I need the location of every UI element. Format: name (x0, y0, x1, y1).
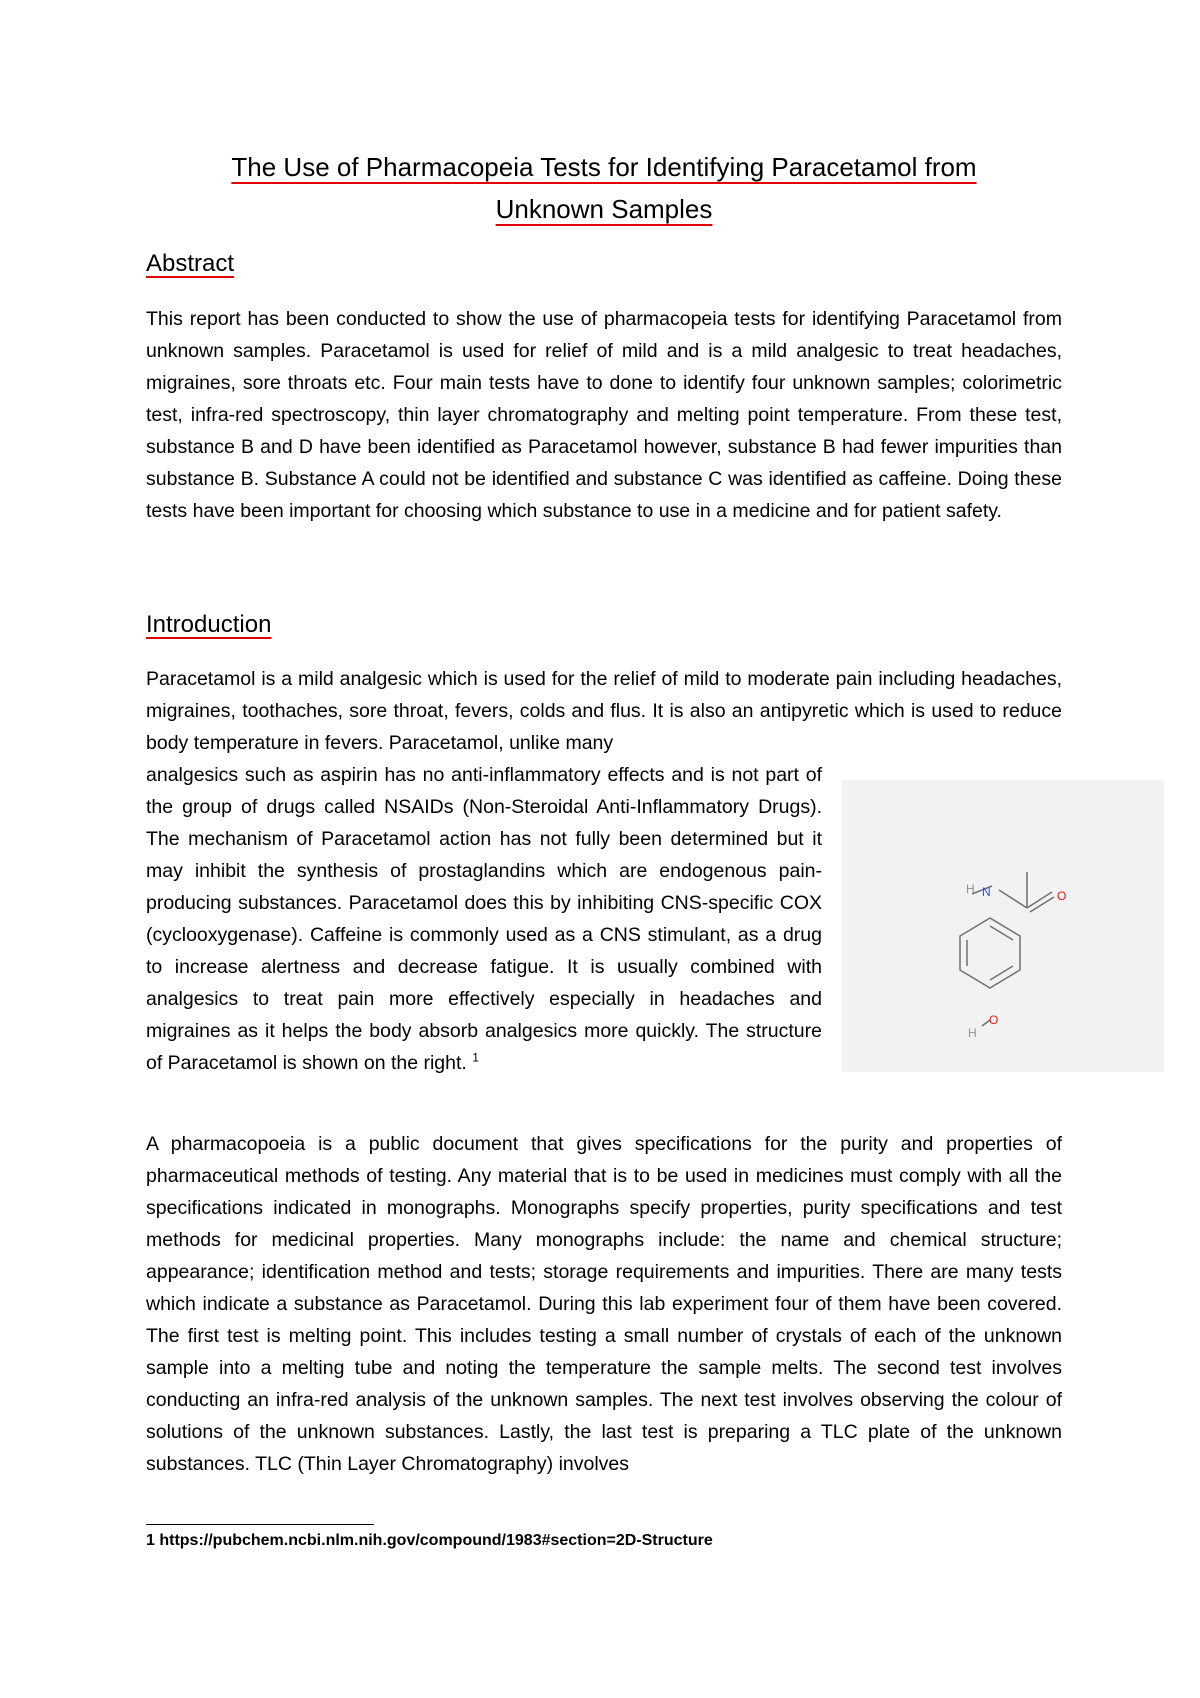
benzene-double-bond-1 (990, 926, 1013, 940)
title-line-1: The Use of Pharmacopeia Tests for Identifying Paracetamol from (231, 152, 977, 182)
carbon-nitrogen-bond (999, 890, 1027, 908)
paracetamol-structure-figure (842, 780, 1164, 1072)
hydrogen-label-1: H (966, 882, 975, 896)
footnote-reference: 1 (472, 1050, 479, 1065)
intro-paragraph-1-full: Paracetamol is a mild analgesic which is used for the relief of mild to moderate pain including headaches, migraines, toothaches, sore throat, fevers, colds and flus. It is also an antipyretic which is used to reduce body temperature in fevers. Paracetamol, unlike many (146, 668, 1062, 754)
abstract-heading: Abstract (146, 250, 235, 277)
introduction-heading: Introduction (146, 611, 272, 638)
document-title (146, 146, 1062, 230)
oxygen-label-2: O (989, 1013, 999, 1027)
hydrogen-label-2: H (968, 1026, 977, 1040)
intro-paragraph-1-wrap-text: analgesics such as aspirin has no anti-inflammatory effects and is not part of the group of drugs called NSAIDs (Non-Steroidal Anti-Inflammatory Drugs). The mechanism of Paracetamol action has not fully been determined but it may inhibit the synthesis of prostaglandins which are endogenous pain-producing substances. Paracetamol does this by inhibiting CNS-specific COX (cyclooxygenase). Caffeine is commonly used as a CNS stimulant, as a drug to increase alertness and decrease fatigue. It is usually combined with analgesics to treat pain more effectively especially in headaches and migraines as it helps the body absorb analgesics more quickly. The structure of Paracetamol is shown on the right. (146, 764, 822, 1074)
abstract-text: This report has been conducted to show the use of pharmacopeia tests for identifying Paracetamol from unknown samples. Paracetamol is used for relief of mild and is a mild analgesic to treat headaches, migraines, sore throats etc. Four main tests have to done to identify four unknown samples; colorimetric test, infra-red spectroscopy, thin layer chromatography and melting point temperature. From these test, substance B and D have been identified as Paracetamol however, substance B had fewer impurities than substance B. Substance A could not be identified and substance C was identified as caffeine. Doing these tests have been important for choosing which substance to use in a medicine and for patient safety. (146, 308, 1062, 522)
intro-paragraph-1-wrap (146, 759, 822, 1079)
benzene-double-bond-2 (990, 966, 1013, 980)
paracetamol-structure-diagram (842, 780, 1164, 1072)
oxygen-label-1: O (1057, 889, 1067, 903)
title-line-2: Unknown Samples (495, 194, 713, 224)
nitrogen-label: N (982, 885, 991, 899)
footnote-divider (146, 1524, 374, 1525)
intro-paragraph-2: A pharmacopoeia is a public document that gives specifications for the purity and properties of pharmaceutical methods of testing. Any material that is to be used in medicines must comply with all the specifications indicated in monographs. Monographs specify properties, purity specifications and test methods for medicinal properties. Many monographs include: the name and chemical structure; appearance; identification method and tests; storage requirements and impurities. There are many tests which indicate a substance as Paracetamol. During this lab experiment four of them have been covered. The first test is melting point. This includes testing a small number of crystals of each of the unknown sample into a melting tube and noting the temperature the sample melts. The second test involves conducting an infra-red analysis of the unknown samples. The next test involves observing the colour of solutions of the unknown substances. Lastly, the last test is preparing a TLC plate of the unknown substances. TLC (Thin Layer Chromatography) involves (146, 1133, 1062, 1475)
footnote-text: 1 https://pubchem.ncbi.nlm.nih.gov/compound/1983#section=2D-Structure (146, 1532, 713, 1549)
benzene-ring (960, 918, 1020, 988)
